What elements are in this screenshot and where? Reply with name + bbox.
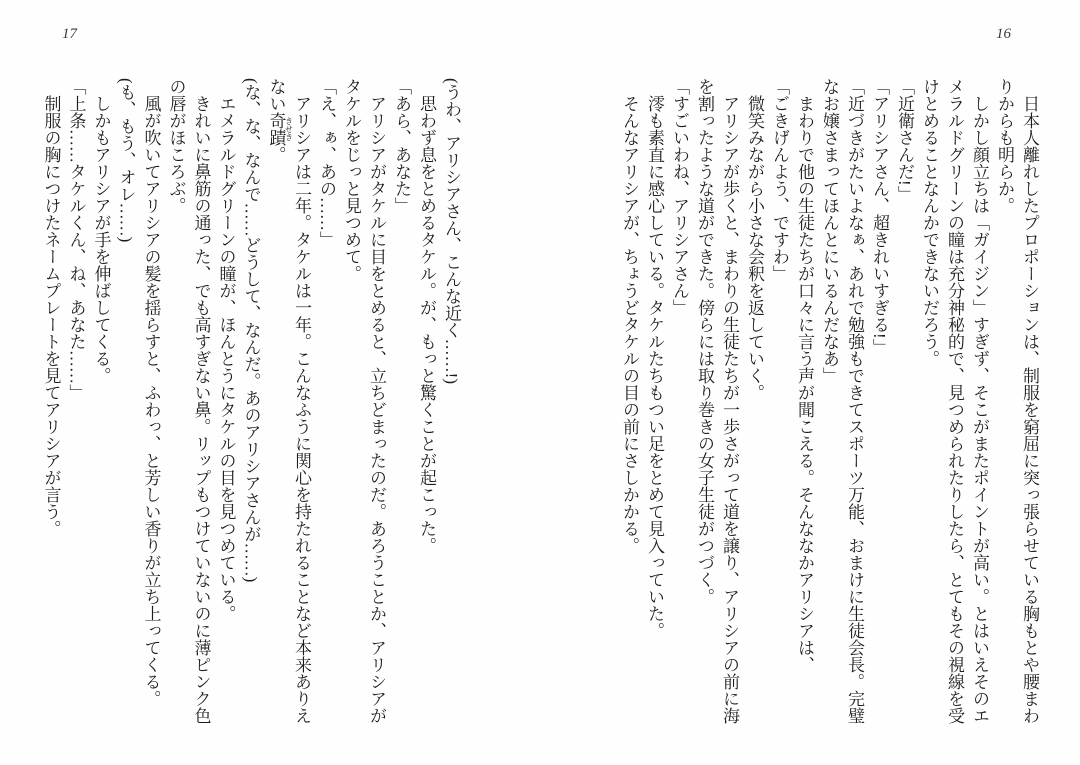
paragraph-line: 澪も素直に感心している。タケルたちもつい足をとめて見入っていた。: [645, 95, 664, 639]
page-left-text: [38, 78, 464, 728]
dialogue-line: 「上条……タケルくん、ね、あなた……」: [66, 78, 86, 401]
paragraph-line: しかし顔立ちは「ガイジン」すぎず、そこがまたポイントが高い。とはいえそのエメラルドグリーンの瞳は充分神秘的で、見つめられたりしたら、とてもその視線を受けとめることなんかできないだろう。: [920, 78, 989, 724]
paragraph-line: 風が吹いてアリシアの髪を揺らすと、ふわっ、と芳しい香りが立ち上ってくる。: [141, 95, 161, 707]
dialogue-line: 「ごきげんよう、ですわ」: [770, 78, 789, 282]
paragraph-line: 日本人離れしたプロポーションは、制服を窮屈に突っ張らせている胸もとや腰まわりからも明らか。: [995, 78, 1039, 724]
thought-line: (な、な、なんで……どうして、なんだ。あのアリシアさんが……): [241, 78, 261, 583]
paragraph-line: 微笑みながら小さな会釈を返していく。: [745, 95, 764, 401]
ruby-word: [266, 112, 294, 146]
thought-line: (も、もう、オレ……): [116, 78, 136, 243]
dialogue-line: 「あら、あなた」: [392, 78, 411, 214]
paragraph-line: しかもアリシアが手を伸ばしてくる。: [91, 95, 111, 384]
ruby-reading: きせき: [284, 112, 294, 146]
dialogue-line: 「近衛さんだ!」: [895, 78, 914, 203]
paragraph-line: まわりで他の生徒たちが口々に言う声が聞こえる。そんななかアリシアは、: [795, 95, 814, 673]
dialogue-line: 「え、ぁ、あの……」: [317, 78, 336, 248]
thought-line: (うわ、アリシアさん、こんな近く……!): [442, 78, 461, 384]
ruby-base: 奇蹟: [266, 112, 286, 146]
ruby-post-text: 。: [266, 146, 286, 163]
dialogue-line: 「すごいわね、アリシアさん」: [670, 78, 689, 316]
paragraph-line: アリシアがタケルに目をとめると、立ちどまったのだ。あろうことか、アリシアがタケルをじっと見つめて。: [342, 78, 386, 724]
dialogue-line: 「アリシアさん、超きれいすぎる!」: [870, 78, 889, 356]
dialogue-line: 「近づきがたいよなぁ、あれで勉強もできてスポーツ万能、おまけに生徒会長。完璧なお嬢さまってほんとにいるんだなあ」: [820, 78, 864, 724]
paragraph-line: そんなアリシアが、ちょうどタケルの目の前にさしかかる。: [620, 95, 639, 554]
paragraph-line: きれいに鼻筋の通った、でも高すぎない鼻。リップもつけていないのに薄ピンク色の唇がほころぶ。: [166, 78, 211, 724]
paragraph-line: 思わず息をとめるタケル。が、もっと驚くことが起こった。: [417, 95, 436, 554]
page-right-text: [616, 78, 1042, 728]
paragraph-line: アリシアが歩くと、まわりの生徒たちが一歩さがって道を譲り、アリシアの前に海を割ったような道ができた。傍らには取り巻きの女子生徒がつづく。: [695, 78, 739, 724]
page-number-left: 17: [62, 26, 77, 42]
ruby-pre-text: アリシアは二年。タケルは一年。こんなふうに関心を持たれることなど本来ありえない: [266, 78, 311, 724]
paragraph-line: 制服の胸につけたネームプレートを見てアリシアが言う。: [41, 95, 61, 537]
paragraph-line: エメラルドグリーンの瞳が、ほんとうにタケルの目を見つめている。: [216, 95, 236, 622]
paragraph-line-with-ruby: [264, 78, 315, 728]
page-number-right: 16: [996, 26, 1011, 42]
